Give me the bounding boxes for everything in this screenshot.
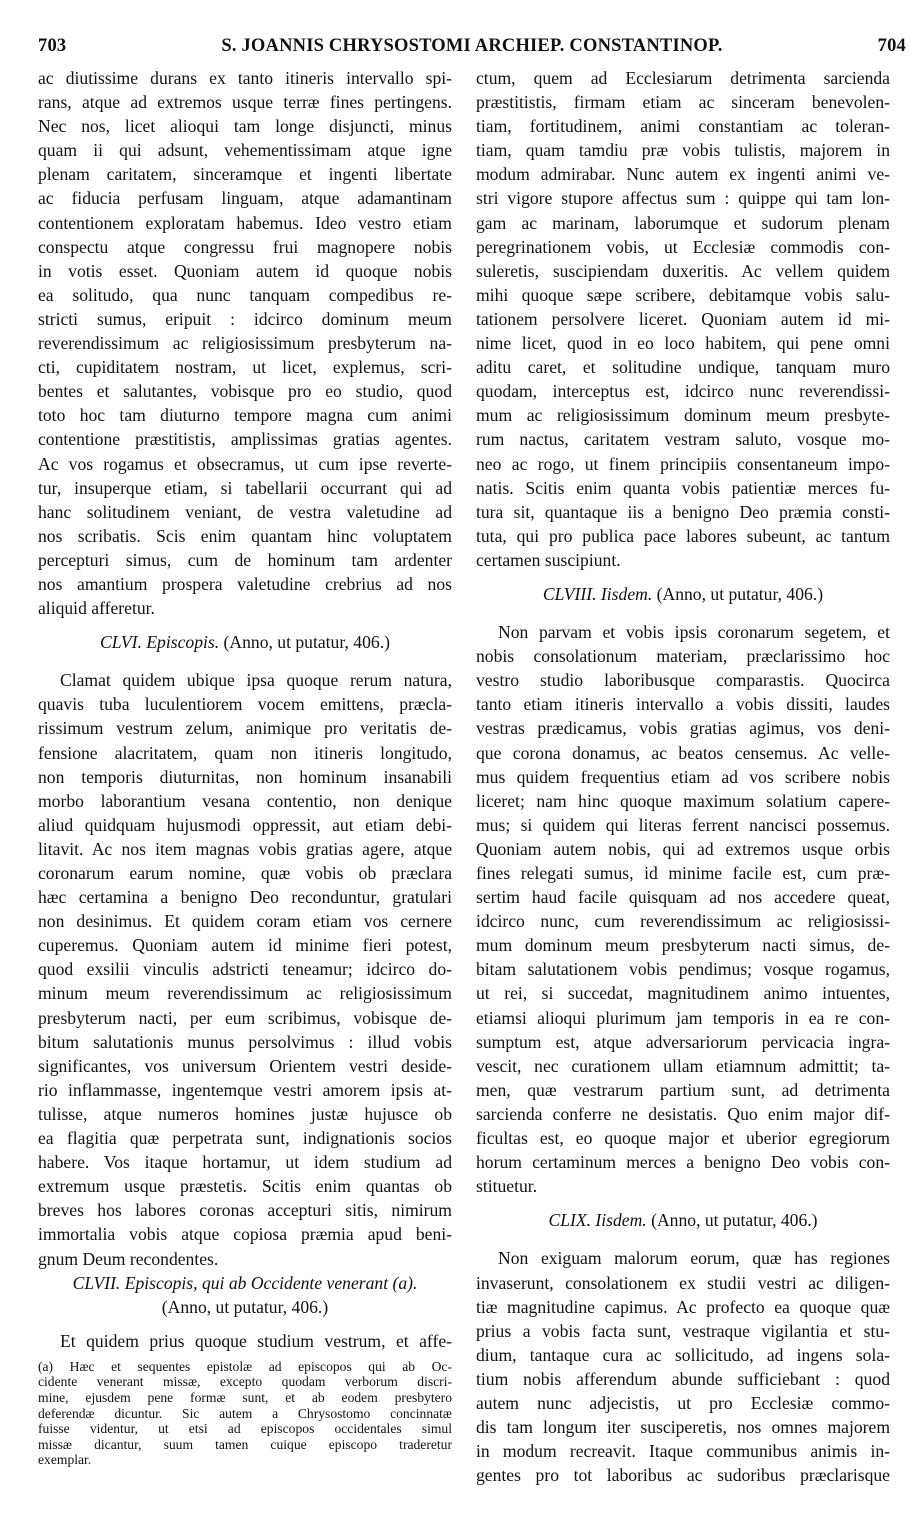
text-line: prius a vobis facta sunt, vestraque vigilantia et stu-: [476, 1320, 890, 1341]
letter-addressee: Iisdem.: [595, 1210, 647, 1231]
text-line: ficultas est, eo quoque major et uberior egregiorum: [476, 1128, 890, 1149]
left-column: [38, 66, 452, 1468]
text-line: tium nobis afferendum abunde sufficiebant : quod: [476, 1368, 890, 1389]
text-line: neo ac rogo, ut finem principiis consentaneum impo-: [476, 453, 890, 474]
letter-number: CLVIII.: [542, 583, 597, 604]
text-line: stituetur.: [476, 1176, 538, 1197]
text-line: Nec nos, licet alioqui tam longe disjuncti, minus: [38, 116, 452, 137]
text-line: mus quidem frequentius etiam ad vos scribere nobis: [476, 766, 890, 787]
text-line: nos scribatis. Scis enim quantam hinc voluptatem: [38, 525, 452, 546]
text-line: ea solitudo, qua nunc tanquam compedibus re-: [38, 284, 452, 305]
text-line: Clamat quidem ubique ipsa quoque rerum natura,: [60, 670, 452, 691]
text-line: cti, cupiditatem nostram, ut licet, explemus, scri-: [38, 357, 452, 378]
text-line: fines relegati sumus, id minime facile est, cum præ-: [476, 863, 890, 883]
text-line: ctum, quem ad Ecclesiarum detrimenta sarcienda: [476, 68, 890, 88]
text-line: contentione præstitistis, amplissimas gratias agentes.: [38, 429, 452, 450]
text-line: morbo laborantium vesana contentio, non denique: [38, 790, 452, 811]
text-line: presbyterum nacti, per eum scribimus, vobisque de-: [38, 1007, 452, 1028]
text-line: sarcienda conferre ne desistatis. Quo enim major dif-: [476, 1103, 890, 1124]
letter-number: CLIX.: [548, 1210, 591, 1231]
text-line: tulisse, atque numeros homines justæ hujusce ob: [38, 1103, 452, 1124]
text-line: conspectu atque congressu frui magnopere nobis: [38, 236, 452, 257]
text-line: ea flagitia quæ perpetrata sunt, indignationis socios: [38, 1128, 452, 1149]
text-line: horum certaminum merces a benigno Deo vobis con-: [476, 1152, 890, 1173]
text-line: ac fiducia perfusam linguam, atque adamantinam: [38, 188, 452, 209]
text-line: reverendissimum ac religiosissimum presbyterum na-: [38, 333, 452, 354]
text-line: etiamsi alioqui plurimum jam temporis in ea re con-: [476, 1007, 890, 1028]
text-line: bentes et salutantes, vobisque pro eo studio, quod: [38, 381, 452, 402]
text-line: breves hos labores coronas accepturi sitis, nimirum: [38, 1200, 452, 1221]
text-line: Non parvam et vobis ipsis coronarum segetem, et: [498, 622, 890, 643]
text-line: præstitistis, firmam etiam ac sinceram benevolen-: [476, 92, 890, 113]
text-line: autem nunc adjecistis, ut pro Ecclesiæ commo-: [476, 1392, 890, 1413]
running-title: S. JOANNIS CHRYSOSTOMI ARCHIEP. CONSTANTINOP.: [221, 36, 723, 56]
text-line: quod exsilii vinculis adstricti teneamur; idcirco do-: [38, 959, 452, 980]
letter-date-line: [38, 1295, 452, 1319]
text-line: toto hoc tam diuturno tempore magna cum animi: [38, 405, 452, 426]
letter-date: (Anno, ut putatur, 406.): [161, 1296, 329, 1317]
text-line: nos amantium prospera valetudine crebrius ad nos: [38, 573, 452, 594]
text-line: invaserunt, consolationem ex studii vestri ac diligen-: [476, 1272, 890, 1293]
text-line: Quoniam autem nobis, qui ad extremos usque orbis: [476, 838, 890, 859]
letter-date: (Anno, ut putatur, 406.): [223, 632, 390, 653]
text-line: fensione alacritatem, quam non itineris longitudo,: [38, 742, 452, 763]
text-line: rans, atque ad extremos usque terræ fines pertingens.: [38, 92, 452, 113]
text-line: tura sit, quantaque iis a benigno Deo præmia consti-: [476, 501, 890, 522]
text-line: quavis tuba luculentiorem vocem emittens, præcla-: [38, 694, 452, 715]
text-line: suleretis, suscipiendam duxeritis. Ac vellem quidem: [476, 260, 890, 281]
text-line: aliquid afferetur.: [38, 598, 155, 619]
letter-addressee: Episcopis.: [146, 632, 220, 653]
text-line: Et quidem prius quoque studium vestrum, et affe-: [60, 1330, 452, 1351]
text-line: quam ii qui adsunt, vehementissimam atque igne: [38, 140, 452, 161]
text-line: minum meum reverendissimum ac religiosissimum: [38, 983, 452, 1004]
text-line: bitam salutationem vobis pendimus; vosque rogamus,: [476, 959, 890, 980]
text-line: in votis esset. Quoniam autem id quoque nobis: [38, 260, 452, 281]
text-line: aliud quidquam hujusmodi oppressit, aut etiam debi-: [38, 814, 452, 835]
text-line: idcirco nunc, cum reverendissimum ac religiosissi-: [476, 911, 890, 932]
text-line: rio inflammasse, ingentemque vestri amorem ipsis at-: [38, 1079, 452, 1100]
text-line: mum dominum meum presbyterum nacti simus, de-: [476, 935, 890, 956]
letter-heading: [38, 630, 452, 654]
letter-heading: [38, 1271, 452, 1295]
text-line: non temporis diuturnitas, non hominum insanabili: [38, 766, 452, 787]
text-line: non desinimus. Et quidem coram etiam vos cernere: [38, 911, 452, 932]
page-number-left: 703: [38, 36, 67, 56]
text-line: stri vigore stupore affectus sum : quippe qui tam lon-: [476, 188, 890, 209]
text-line: modum admirabar. Nunc autem ex ingenti animi ve-: [476, 164, 890, 185]
text-line: dium, tantaque cura ac sollicitudo, ad ingens sola-: [476, 1344, 890, 1365]
footnote-line: cidente venerant missæ, excepto quodam verborum discri-: [38, 1374, 452, 1390]
text-line: significantes, vos universum Orientem vestri deside-: [38, 1055, 452, 1076]
text-line: coronarum earum nomine, quæ vobis ob præclara: [38, 863, 452, 883]
text-line: vestras prædicamus, vobis gratias agimus, vos deni-: [476, 718, 890, 739]
text-line: litavit. Ac nos item magnas vobis gratias agere, atque: [38, 838, 452, 859]
text-line: vescit, nec curationem ullam etiamnum admittit; ta-: [476, 1055, 890, 1076]
text-line: tationem persolvere liceret. Quoniam autem id mi-: [476, 308, 890, 329]
text-line: extremum usque præstetis. Scitis enim quantas ob: [38, 1176, 452, 1197]
text-line: nime licet, quod in eo loco habitem, qui pene omni: [476, 333, 890, 354]
text-line: dis tam longum iter susciperetis, nos omnes majorem: [476, 1417, 890, 1438]
letter-date: (Anno, ut putatur, 406.): [656, 583, 824, 604]
text-line: cuperemus. Quoniam autem id minime fieri potest,: [38, 935, 452, 956]
text-line: percepturi simus, cum de hominum tam ardenter: [38, 549, 452, 570]
text-line: hanc solitudinem veniant, de vestra valetudine ad: [38, 501, 452, 522]
letter-addressee: Iisdem.: [600, 583, 653, 604]
text-line: tiam, quam tamdiu præ vobis tulistis, majorem in: [476, 140, 890, 161]
text-line: tanto etiam itineris intervallo a vobis dissiti, laudes: [476, 694, 890, 715]
text-line: tuta, qui pro publica pace labores subeunt, ac tantum: [476, 525, 890, 546]
text-line: aditu caret, et solitudine undique, tanquam muro: [476, 357, 890, 378]
text-line: tur, insuperque etiam, si tabellarii occurrant qui ad: [38, 477, 452, 498]
text-line: mum ac religiosissimum dominum meum presbyte-: [476, 405, 890, 426]
text-line: gentes pro tot laboribus ac sudoribus præclarisque: [476, 1465, 890, 1486]
text-line: vestro studio laboribusque comparastis. Quocirca: [476, 670, 890, 691]
text-line: stricti sumus, eripuit : idcirco dominum meum: [38, 308, 452, 329]
text-line: que corona donamus, ac beatos censemus. Ac velle-: [476, 742, 890, 763]
text-line: Ac vos rogamus et obsecramus, ut cum ipse reverte-: [38, 453, 452, 474]
text-line: rissimum vestrum zelum, animique pro veritatis de-: [38, 718, 452, 739]
letter-date: (Anno, ut putatur, 406.): [651, 1210, 818, 1231]
footnote-line: missæ dicantur, suum tamen cuique episcopo traderetur: [38, 1436, 452, 1452]
text-line: tiam, fortitudinem, animi constantiam ac toleran-: [476, 116, 890, 137]
text-line: natis. Scitis enim quanta vobis patientiæ merces fu-: [476, 477, 890, 498]
text-line: gam ac marinam, laborumque et sudorum plenam: [476, 212, 890, 233]
text-line: gnum Deum recondentes.: [38, 1248, 219, 1269]
footnote-line: mine, ejusdem pene formæ sunt, et ab eodem presbytero: [38, 1390, 452, 1406]
text-line: ut rei, si succedat, magnitudinem animo intuentes,: [476, 983, 890, 1004]
page-number-right: 704: [877, 36, 906, 56]
text-line: men, quæ vestrarum partium sunt, ad detrimenta: [476, 1079, 890, 1100]
footnote-line: exemplar.: [38, 1452, 92, 1468]
text-line: mus; si quidem qui literas ferrent nancisci possemus.: [476, 814, 890, 835]
text-line: Non exiguam malorum eorum, quæ has regiones: [498, 1248, 890, 1269]
text-line: ac diutissime durans ex tanto itineris intervallo spi-: [38, 68, 452, 88]
text-line: sertim haud facile quisquam ad nos accedere queat,: [476, 887, 890, 908]
text-line: hæc certamina a benigno Deo reconduntur, gratulari: [38, 887, 452, 908]
text-line: rum nactus, caritatem vestram saluto, vosque mo-: [476, 429, 890, 450]
text-line: habere. Vos itaque hortamur, ut idem studium ad: [38, 1152, 452, 1173]
letter-heading: [476, 582, 890, 606]
text-line: liceret; nam hinc quoque maximum solatium capere-: [476, 790, 890, 811]
footnote-line: fuisse videntur, ut etsi ad episcopos occidentales simul: [38, 1421, 452, 1437]
text-line: plenam caritatem, sinceramque et ingenti libertate: [38, 164, 452, 185]
running-header: [38, 36, 906, 62]
text-line: peregrinationem vobis, ut Ecclesiæ commodis con-: [476, 236, 890, 257]
letter-number: CLVII.: [72, 1272, 121, 1293]
letter-number: CLVI.: [100, 632, 142, 653]
text-line: certamen suscipiunt.: [476, 549, 621, 570]
text-line: sumptum est, atque adversariorum pervicacia ingra-: [476, 1031, 890, 1052]
footnote-line: (a) Hæc et sequentes epistolæ ad episcopos qui ab Oc-: [38, 1358, 452, 1374]
text-line: bitum salutationis munus persolvimus : illud vobis: [38, 1031, 452, 1052]
text-line: tiæ magnitudine capimus. Ac profecto ea quoque quæ: [476, 1296, 890, 1317]
text-line: nobis consolationum materiam, præclarissimo hoc: [476, 646, 890, 667]
text-line: quodam, interceptus est, idcirco nunc reverendissi-: [476, 381, 890, 402]
letter-addressee: Episcopis, qui ab Occidente venerant (a).: [124, 1272, 418, 1293]
right-column: [476, 66, 890, 1487]
footnote-line: deferendæ dicuntur. Sic autem a Chrysostomo concinnatæ: [38, 1405, 452, 1421]
text-line: in modum recreavit. Itaque communibus animis in-: [476, 1441, 890, 1462]
text-line: contentionem exploratam habemus. Ideo vestro etiam: [38, 212, 452, 233]
text-line: immortalia vobis atque copiosa præmia apud beni-: [38, 1224, 452, 1245]
text-line: mihi quoque sæpe scribere, debitamque vobis salu-: [476, 284, 890, 305]
letter-heading: [476, 1208, 890, 1232]
